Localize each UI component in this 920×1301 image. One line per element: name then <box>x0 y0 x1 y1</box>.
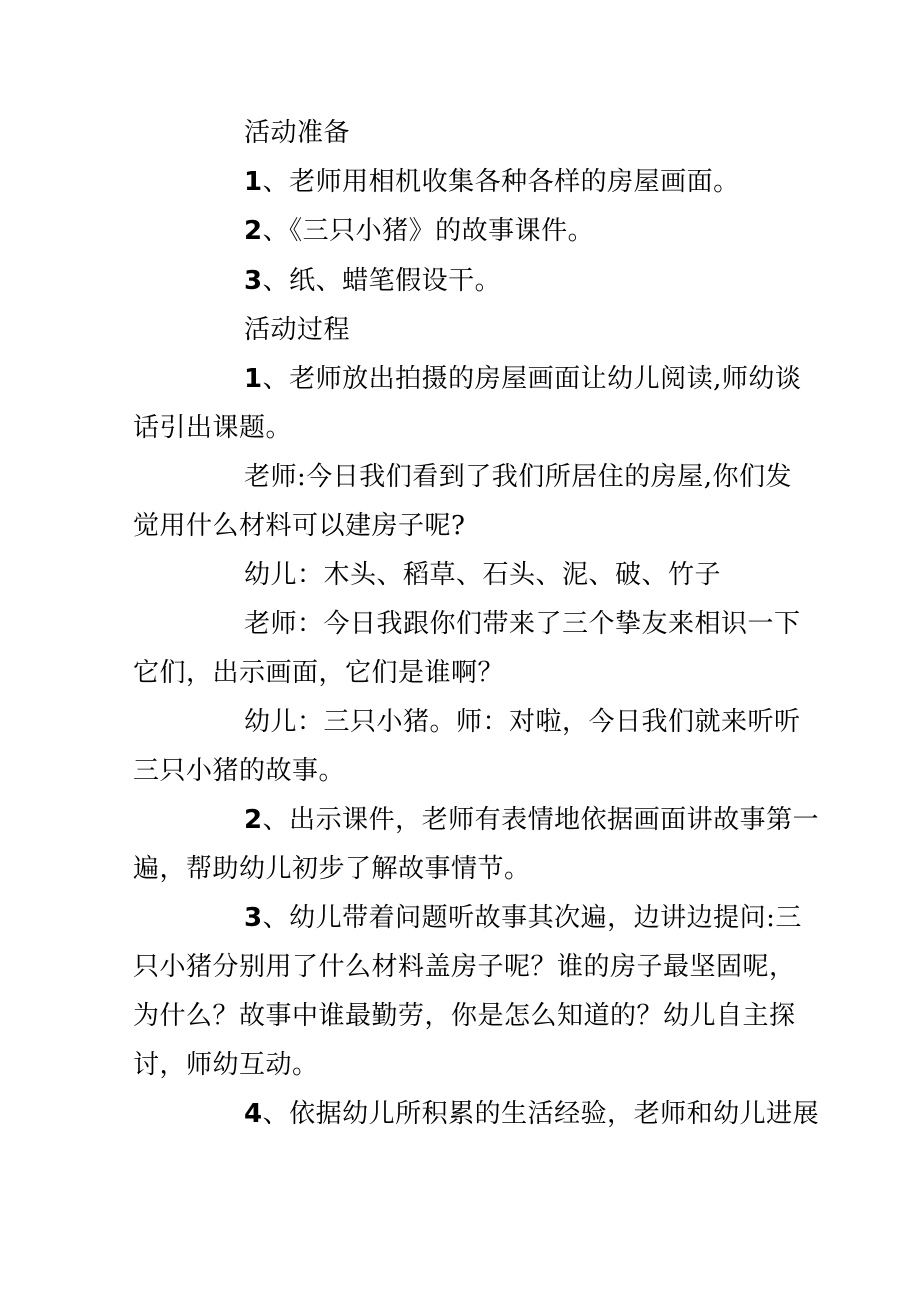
step3-line1 <box>244 903 802 933</box>
step3-line3: 为什么？故事中谁最勤劳，你是怎么知道的？幼儿自主探 <box>133 1001 796 1031</box>
step2-text: 、出示课件，老师有表情地依据画面讲故事第一 <box>262 805 820 835</box>
dialog1-line1: 老师:今日我们看到了我们所居住的房屋,你们发 <box>244 462 793 492</box>
step4-number: 4 <box>244 1099 263 1129</box>
process-heading: 活动过程 <box>244 315 351 345</box>
step2-line2: 遍，帮助幼儿初步了解故事情节。 <box>133 854 531 884</box>
dialog3-line2: 它们，出示画面，它们是谁啊？ <box>133 658 505 688</box>
prep-item-1 <box>244 167 740 197</box>
prep-heading: 活动准备 <box>244 118 351 148</box>
step1-number: 1 <box>244 364 263 394</box>
prep-item-1-number: 1 <box>244 167 263 197</box>
step2-line1 <box>244 805 819 835</box>
dialog2-line: 幼儿：木头、稻草、石头、泥、破、竹子 <box>244 560 722 590</box>
dialog4-line2: 三只小猪的故事。 <box>133 756 346 786</box>
step3-line2: 只小猪分别用了什么材料盖房子呢？谁的房子最坚固呢， <box>133 952 796 982</box>
dialog1-line2: 觉用什么材料可以建房子呢? <box>133 511 466 541</box>
step3-text: 、幼儿带着问题听故事其次遍，边讲边提问:三 <box>262 903 802 933</box>
step3-line4: 讨，师幼互动。 <box>133 1050 319 1080</box>
prep-item-3 <box>244 266 501 296</box>
step1-line1 <box>244 364 801 394</box>
step1-text: 、老师放出拍摄的房屋画面让幼儿阅读,师幼谈 <box>262 364 802 394</box>
step4-line1 <box>244 1099 819 1129</box>
prep-item-2-number: 2 <box>244 216 263 246</box>
step2-number: 2 <box>244 805 263 835</box>
dialog4-line1: 幼儿：三只小猪。师：对啦，今日我们就来听听 <box>244 707 801 737</box>
prep-item-3-number: 3 <box>244 266 263 296</box>
step1-line2: 话引出课题。 <box>133 413 293 443</box>
prep-item-1-text: 、老师用相机收集各种各样的房屋画面。 <box>262 167 740 197</box>
prep-item-2 <box>244 216 594 246</box>
step4-text: 、依据幼儿所积累的生活经验，老师和幼儿进展 <box>262 1099 820 1129</box>
step3-number: 3 <box>244 903 263 933</box>
dialog3-line1: 老师：今日我跟你们带来了三个挚友来相识一下 <box>244 609 801 639</box>
prep-item-2-text: 、《三只小猪》的故事课件。 <box>262 216 595 246</box>
prep-item-3-text: 、纸、蜡笔假设干。 <box>262 266 502 296</box>
